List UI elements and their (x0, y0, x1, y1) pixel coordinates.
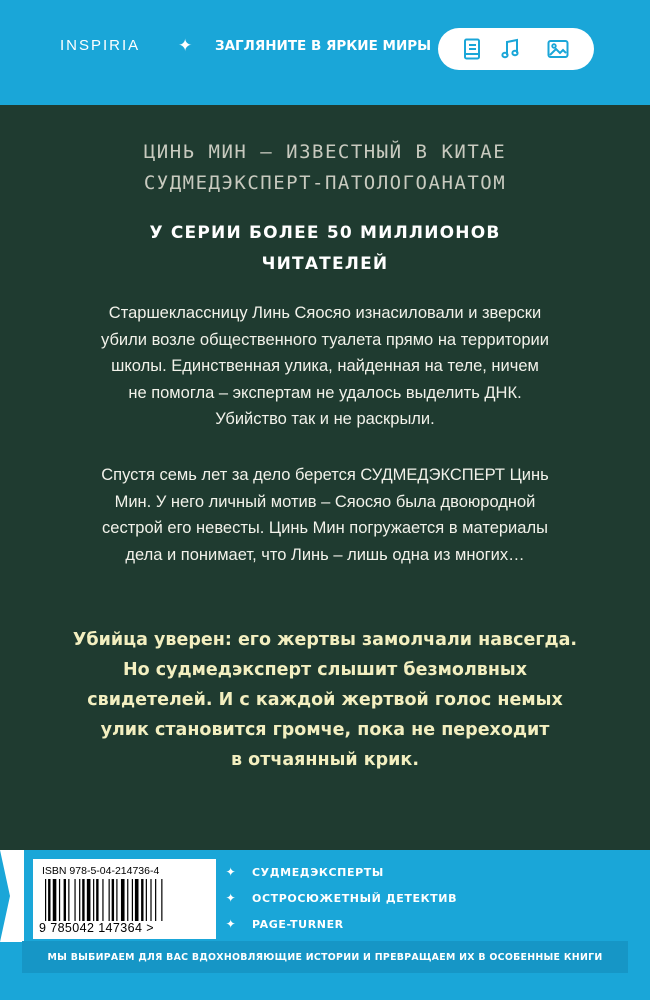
barcode-bars (45, 879, 205, 921)
header-slogan: ЗАГЛЯНИТЕ В ЯРКИЕ МИРЫ (215, 38, 432, 54)
brand-logo: INSPIRIA (60, 37, 141, 54)
barcode (33, 859, 216, 939)
genre-tag-label: СУДМЕДЭКСПЕРТЫ (252, 865, 384, 879)
text-line: Убийство так и не раскрыли. (215, 410, 435, 428)
series-line: ЧИТАТЕЛЕЙ (261, 254, 389, 274)
text-line: не помогла – экспертам не удалось выделить ДНК. (128, 383, 522, 402)
genre-tags (220, 862, 610, 936)
text-line: Старшеклассницу Линь Сяосяо изнасиловали и зверски (108, 304, 542, 322)
series-readers-note (0, 218, 650, 280)
tagline-line: Но судмедэксперт слышит безмолвных (122, 660, 528, 680)
headline-line: СУДМЕДЭКСПЕРТ-ПАТОЛОГОАНАТОМ (143, 172, 507, 194)
media-icons-pill (438, 28, 594, 70)
sparkle-icon: ✦ (178, 36, 193, 56)
genre-tag-label: PAGE-TURNER (252, 917, 344, 931)
text-line: школы. Единственная улика, найденная на теле, ничем (111, 357, 539, 375)
image-icon (546, 37, 570, 61)
star-icon: ✦ (225, 891, 237, 905)
footer-bar (22, 941, 628, 973)
genre-tag (220, 888, 457, 908)
star-icon: ✦ (225, 917, 237, 931)
series-line: У СЕРИИ БОЛЕЕ 50 МИЛЛИОНОВ (149, 223, 501, 243)
book-icon (460, 37, 484, 61)
text-line: сестрой его невесты. Цинь Мин погружается в материалы (102, 519, 548, 537)
headline-line: ЦИНЬ МИН – ИЗВЕСТНЫЙ В КИТАЕ (143, 141, 507, 163)
header-band (0, 0, 650, 105)
text-line: Спустя семь лет за дело берется СУДМЕДЭКСПЕРТ Цинь (101, 466, 549, 484)
tagline (55, 625, 595, 775)
genre-tag-label: ОСТРОСЮЖЕТНЫЙ ДЕТЕКТИВ (252, 891, 458, 905)
tagline-line: в отчаянный крик. (231, 750, 419, 770)
synopsis-paragraph-2 (60, 462, 590, 568)
tagline-line: улик становится громче, пока не переходит (100, 720, 550, 740)
headline (0, 137, 650, 199)
tagline-line: свидетелей. И с каждой жертвой голос немых (87, 690, 563, 710)
barcode-digits: 9 785042 147364 > (39, 921, 154, 935)
music-note-icon (498, 37, 522, 61)
star-icon: ✦ (225, 865, 237, 879)
text-line: дела и понимает, что Линь – лишь одна из многих… (125, 545, 525, 564)
notch-decoration (0, 850, 24, 942)
genre-tag (220, 862, 384, 882)
footer-text: МЫ ВЫБИРАЕМ ДЛЯ ВАС ВДОХНОВЛЯЮЩИЕ ИСТОРИИ И ПРЕВРАЩАЕМ ИХ В ОСОБЕННЫЕ КНИГИ (47, 951, 603, 963)
isbn-label: ISBN 978-5-04-214736-4 (42, 865, 160, 877)
genre-tag (220, 914, 344, 934)
synopsis-paragraph-1 (60, 300, 590, 433)
tagline-line: Убийца уверен: его жертвы замолчали навсегда. (72, 630, 578, 650)
text-line: убили возле общественного туалета прямо на территории (101, 330, 549, 349)
text-line: Мин. У него личный мотив – Сяосяо была двоюродной (114, 492, 536, 511)
